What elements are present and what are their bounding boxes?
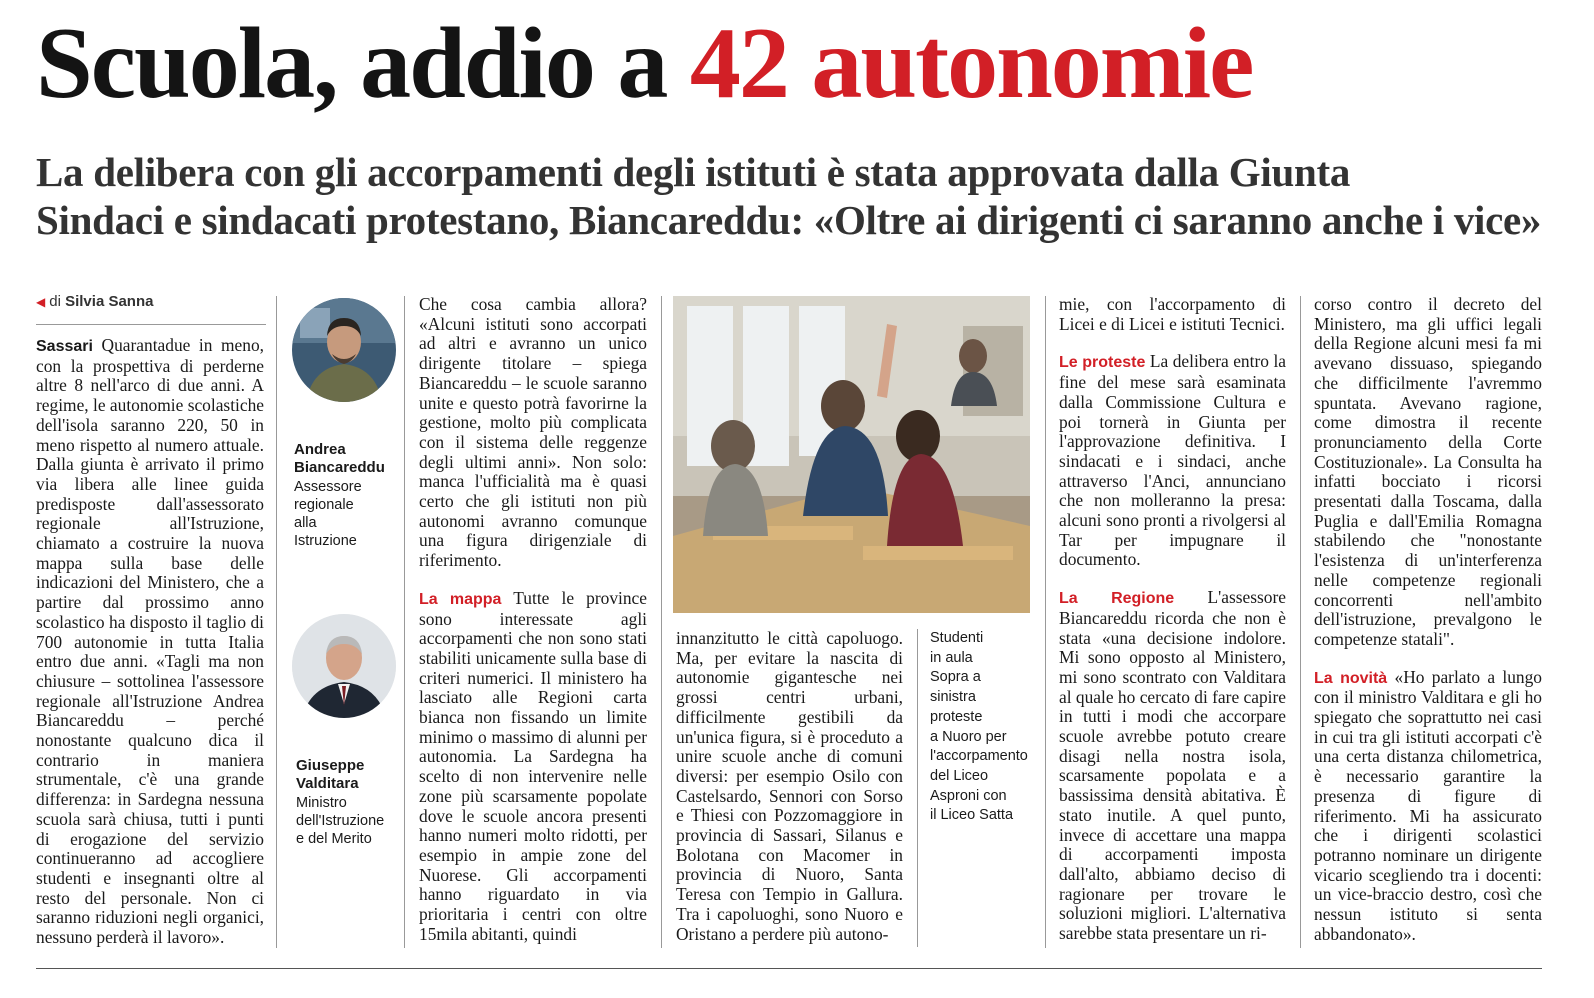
paragraph-text: Quarantadue in meno, con la prospettiva di perderne altre 8 nell'arco di due anni. A regime, le autonomie scolastiche dell'isola saranno 220, 50 in meno rispetto al numero attuale. Dalla giunta è arrivato il primo via libera alle linee guida predisposte dall'assessorato regionale all'Istruzione, chiamato a costruire la nuova mappa sulla base delle indicazioni del Ministero, che a partire dal prossimo anno scolastico ha disposto il taglio di 700 autonomie in tutta Italia entro due anni. «Tagli ma non chiusure – sottolinea l'assessore regionale all'Istruzione Andrea Biancareddu – perché nonostante qualcuno dica il contrario in maniera strumentale, c'è una grande differenza: in Sardegna nessuna scuola sarà chiusa, tutti i punti di erogazione del servizio continueranno ad accogliere studenti e insegnanti oltre al resto del personale. Non ci saranno riduzioni negli organici, nessuno perderà il lavoro». <box>36 336 264 948</box>
column-divider <box>1300 296 1301 948</box>
photo-caption: Studenti in aula Sopra a sinistra proteste a Nuoro per l'accorpamento del Liceo Asproni con il Liceo Satta <box>930 630 1028 824</box>
paragraph-text: La delibera entro la fine del mese sarà esaminata dalla Commissione Cultura e poi tornerà in Giunta per l'approvazione definitiva. I sindacati e i sindaci, anche attraverso l'Anci, annunciano che non molleranno la presa: alcuni sono pronti a rivolgersi al Tar per impugnare il documento. <box>1059 351 1286 570</box>
column-divider <box>404 296 405 948</box>
paragraph-text: Tutte le province sono interessate agli accorpamenti che non sono stati stabiliti unicamente sulla base di criteri numerici. Il ministero ha lasciato alle Regioni carta bianca non fissando un limite minimo o massimo di alunni per autonomia. La Sardegna ha scelto di non intervenire nelle zone più scarsamente popolate dove le scuole ancora presenti hanno numeri molto ridotti, per esempio in ampie zone del Nuorese. Gli accorpamenti hanno riguardato in via prioritaria i centri con oltre 15mila abitanti, quindi <box>419 587 647 944</box>
headline <box>36 7 1253 120</box>
classroom-photo <box>673 296 1030 613</box>
article-column-4 <box>676 629 903 949</box>
column-divider <box>276 296 277 948</box>
paragraph <box>1059 352 1286 570</box>
subheadline-line1: La delibera con gli accorpamenti degli istituti è stata approvata dalla Giunta <box>36 149 1351 195</box>
section-lead: La novità <box>1314 669 1388 687</box>
subheadline-line2: Sindaci e sindacati protestano, Biancareddu: «Oltre ai dirigenti ci saranno anche i vice» <box>36 197 1542 243</box>
paragraph: Che cosa cambia allora? «Alcuni istituti sono accorpati ad altri e avranno un unico dirigente titolare – spiega Biancareddu – le scuole saranno unite e questo potrà favorirne la gestione, molto più complicata con il sistema delle reggenze degli ultimi anni». Non solo: manca l'ufficialità ma è quasi certo che gli istituti non più autonomi avranno comunque una figura dirigenziale di riferimento. <box>419 295 647 571</box>
portrait-andrea-biancareddu <box>292 298 396 402</box>
article-column-1 <box>36 336 264 954</box>
column-divider <box>1045 296 1046 948</box>
paragraph <box>1314 668 1542 945</box>
byline-marker-icon: ◀ <box>36 295 46 309</box>
column-divider <box>661 296 662 948</box>
paragraph: corso contro il decreto del Ministero, ma gli uffici legali della Regione alcuni mesi fa mi avevano dissuaso, spiegando che difficilmente l'avremmo spuntata. Avevano ragione, come dimostra il recente pronunciamento della Corte Costituzionale». La Consulta ha infatti bocciato i ricorsi presentati dalla Toscama, dalla Puglia e dall'Emilia Romagna stabilendo che "nonostante l'esistenza di un'interferenza nelle competenze regionali concorrenti nell'ambito dell'istruzione, prevalgono le competenze statali". <box>1314 295 1542 649</box>
section-lead: Le proteste <box>1059 354 1146 372</box>
headline-part1: Scuola, addio a <box>36 7 690 120</box>
column-divider <box>917 629 918 947</box>
paragraph-text: «Ho parlato a lungo con il ministro Valditara e gli ho spiegato che soprattutto nei casi in cui tra gli istituti accorpati c'è una certa distanza chilometrica, è necessario garantire la presenza di figure di riferimento. Mi ha assicurato che i dirigenti scolastici potranno nominare un dirigente vicario scegliendo tra i docenti: un vice-braccio destro, così che nessun istituto si senta abbandonato». <box>1314 666 1542 944</box>
section-lead: La Regione <box>1059 590 1175 608</box>
article-column-5 <box>1059 295 1286 947</box>
article-column-6 <box>1314 295 1542 947</box>
paragraph: mie, con l'accorpamento di Licei e di Licei e istituti Tecnici. <box>1059 295 1286 334</box>
paragraph-text: L'assessore Biancareddu ricorda che non è stata «una decisione indolore. Mi sono opposto al Ministero, mi sono scontrato con Valditara al quale ho cercato di fare capire in tutti i modi che accorpare scuole avrebbe potuto creare disagi nella nostra isola, scarsamente popolata e a bassissima densità abitativa. È stato inutile. A quel punto, invece di accettare una mappa di accorpamenti imposta dall'alto, abbiamo deciso di ragionare per trovare le soluzioni migliori. L'alternativa sarebbe stata presentare un ri- <box>1059 587 1286 944</box>
paragraph <box>1059 588 1286 944</box>
portrait-giuseppe-valditara <box>292 614 396 718</box>
portrait-role: Assessore regionale alla Istruzione <box>294 479 362 549</box>
article-column-3 <box>419 295 647 947</box>
portrait-name: Giuseppe Valditara <box>296 757 365 792</box>
paragraph <box>419 589 647 945</box>
paragraph <box>36 336 264 948</box>
dateline: Sassari <box>36 338 93 355</box>
portrait-name: Andrea Biancareddu <box>294 441 385 476</box>
portrait-role: Ministro dell'Istruzione e del Merito <box>296 795 385 847</box>
byline-prefix: di <box>49 293 61 310</box>
byline <box>36 293 266 325</box>
bottom-rule <box>36 968 1542 969</box>
byline-author: Silvia Sanna <box>65 293 154 310</box>
paragraph: innanzitutto le città capoluogo. Ma, per evitare la nascita di autonomie gigantesche nei grossi centri urbani, difficilmente gestibili da un'unica figura, si è proceduto a unire scuole anche di comuni diversi: per esempio Osilo con Castelsardo, Sennori con Sorso e Thiesi con Pozzomaggiore in provincia di Sassari, Silanus e Bolotana con Macomer in provincia di Nuoro, Santa Teresa con Tempio in Gallura. Tra i capoluoghi, sono Nuoro e Oristano a perdere più autono- <box>676 629 903 944</box>
headline-highlight: 42 autonomie <box>689 7 1253 120</box>
section-lead: La mappa <box>419 590 502 608</box>
